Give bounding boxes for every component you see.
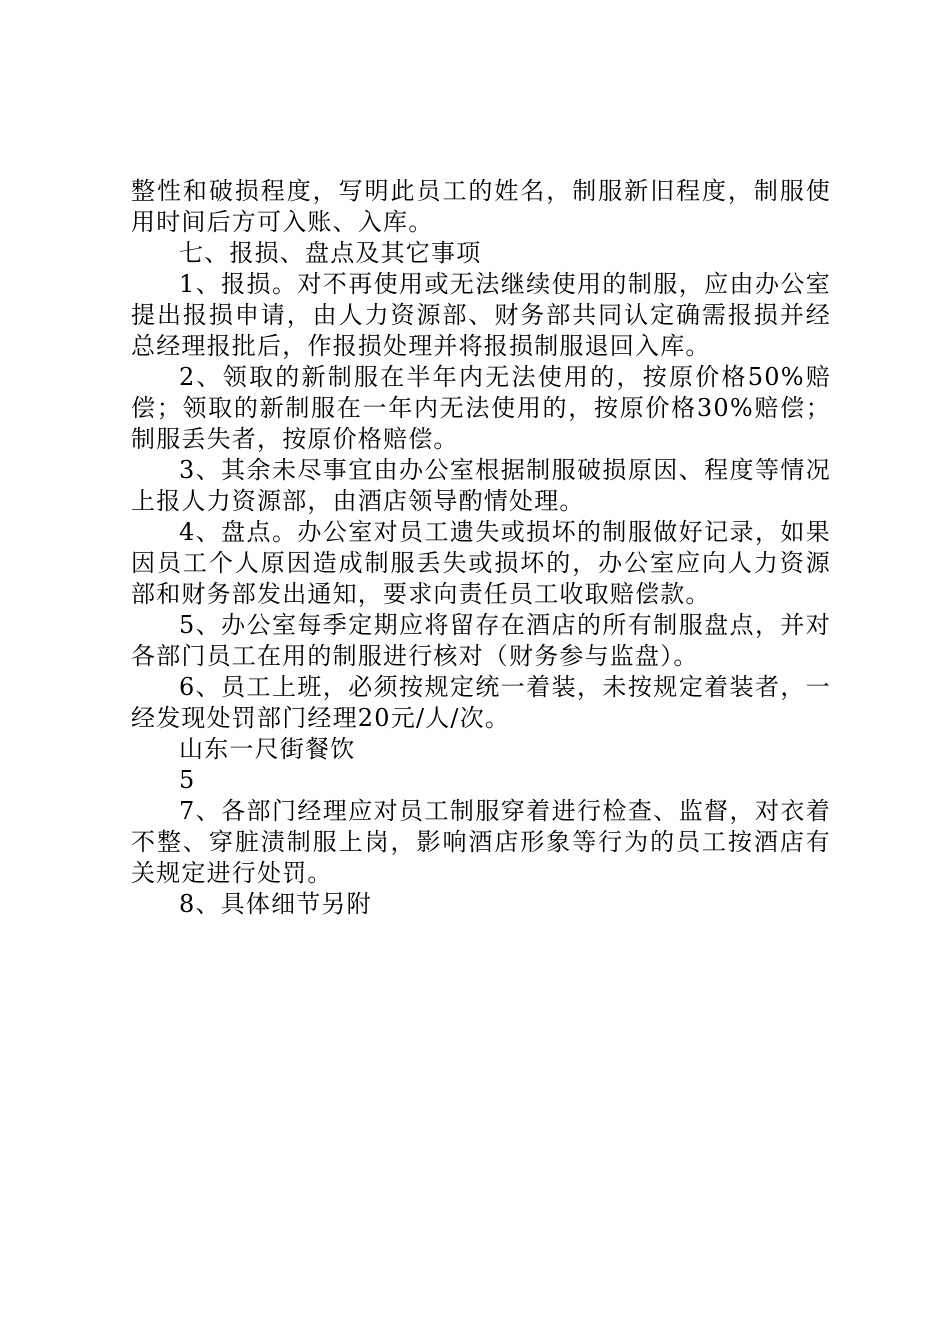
paragraph-item-8: 8、具体细节另附 <box>179 890 372 918</box>
paragraph-item-6: 6、员工上班，必须按规定统一着装，未按规定着装者，一经发现处罚部门经理20元/人/次。 <box>131 673 831 732</box>
paragraph-item-5: 5、办公室每季定期应将留存在酒店的所有制服盘点，并对各部门员工在用的制服进行核对（财务参与监盘）。 <box>131 611 831 670</box>
company-name: 山东一尺街餐饮 <box>179 735 356 763</box>
paragraph-continuation: 整性和破损程度，写明此员工的姓名，制服新旧程度，制服使用时间后方可入账、入库。 <box>131 177 831 236</box>
section-heading-7: 七、报损、盘点及其它事项 <box>179 239 482 267</box>
paragraph-item-4: 4、盘点。办公室对员工遗失或损坏的制服做好记录，如果因员工个人原因造成制服丢失或损坏的，办公室应向人力资源部和财务部发出通知，要求向责任员工收取赔偿款。 <box>131 518 831 608</box>
document-body <box>131 176 831 920</box>
page-number: 5 <box>179 766 196 794</box>
paragraph-item-1: 1、报损。对不再使用或无法继续使用的制服，应由办公室提出报损申请，由人力资源部、财务部共同认定确需报损并经总经理报批后，作报损处理并将报损制服退回入库。 <box>131 270 831 360</box>
paragraph-item-2: 2、领取的新制服在半年内无法使用的，按原价格50%赔偿；领取的新制服在一年内无法使用的，按原价格30%赔偿；制服丢失者，按原价格赔偿。 <box>131 363 831 453</box>
paragraph-item-3: 3、其余未尽事宜由办公室根据制服破损原因、程度等情况上报人力资源部，由酒店领导酌情处理。 <box>131 456 831 515</box>
paragraph-item-7: 7、各部门经理应对员工制服穿着进行检查、监督，对衣着不整、穿脏渍制服上岗，影响酒店形象等行为的员工按酒店有关规定进行处罚。 <box>131 797 831 887</box>
